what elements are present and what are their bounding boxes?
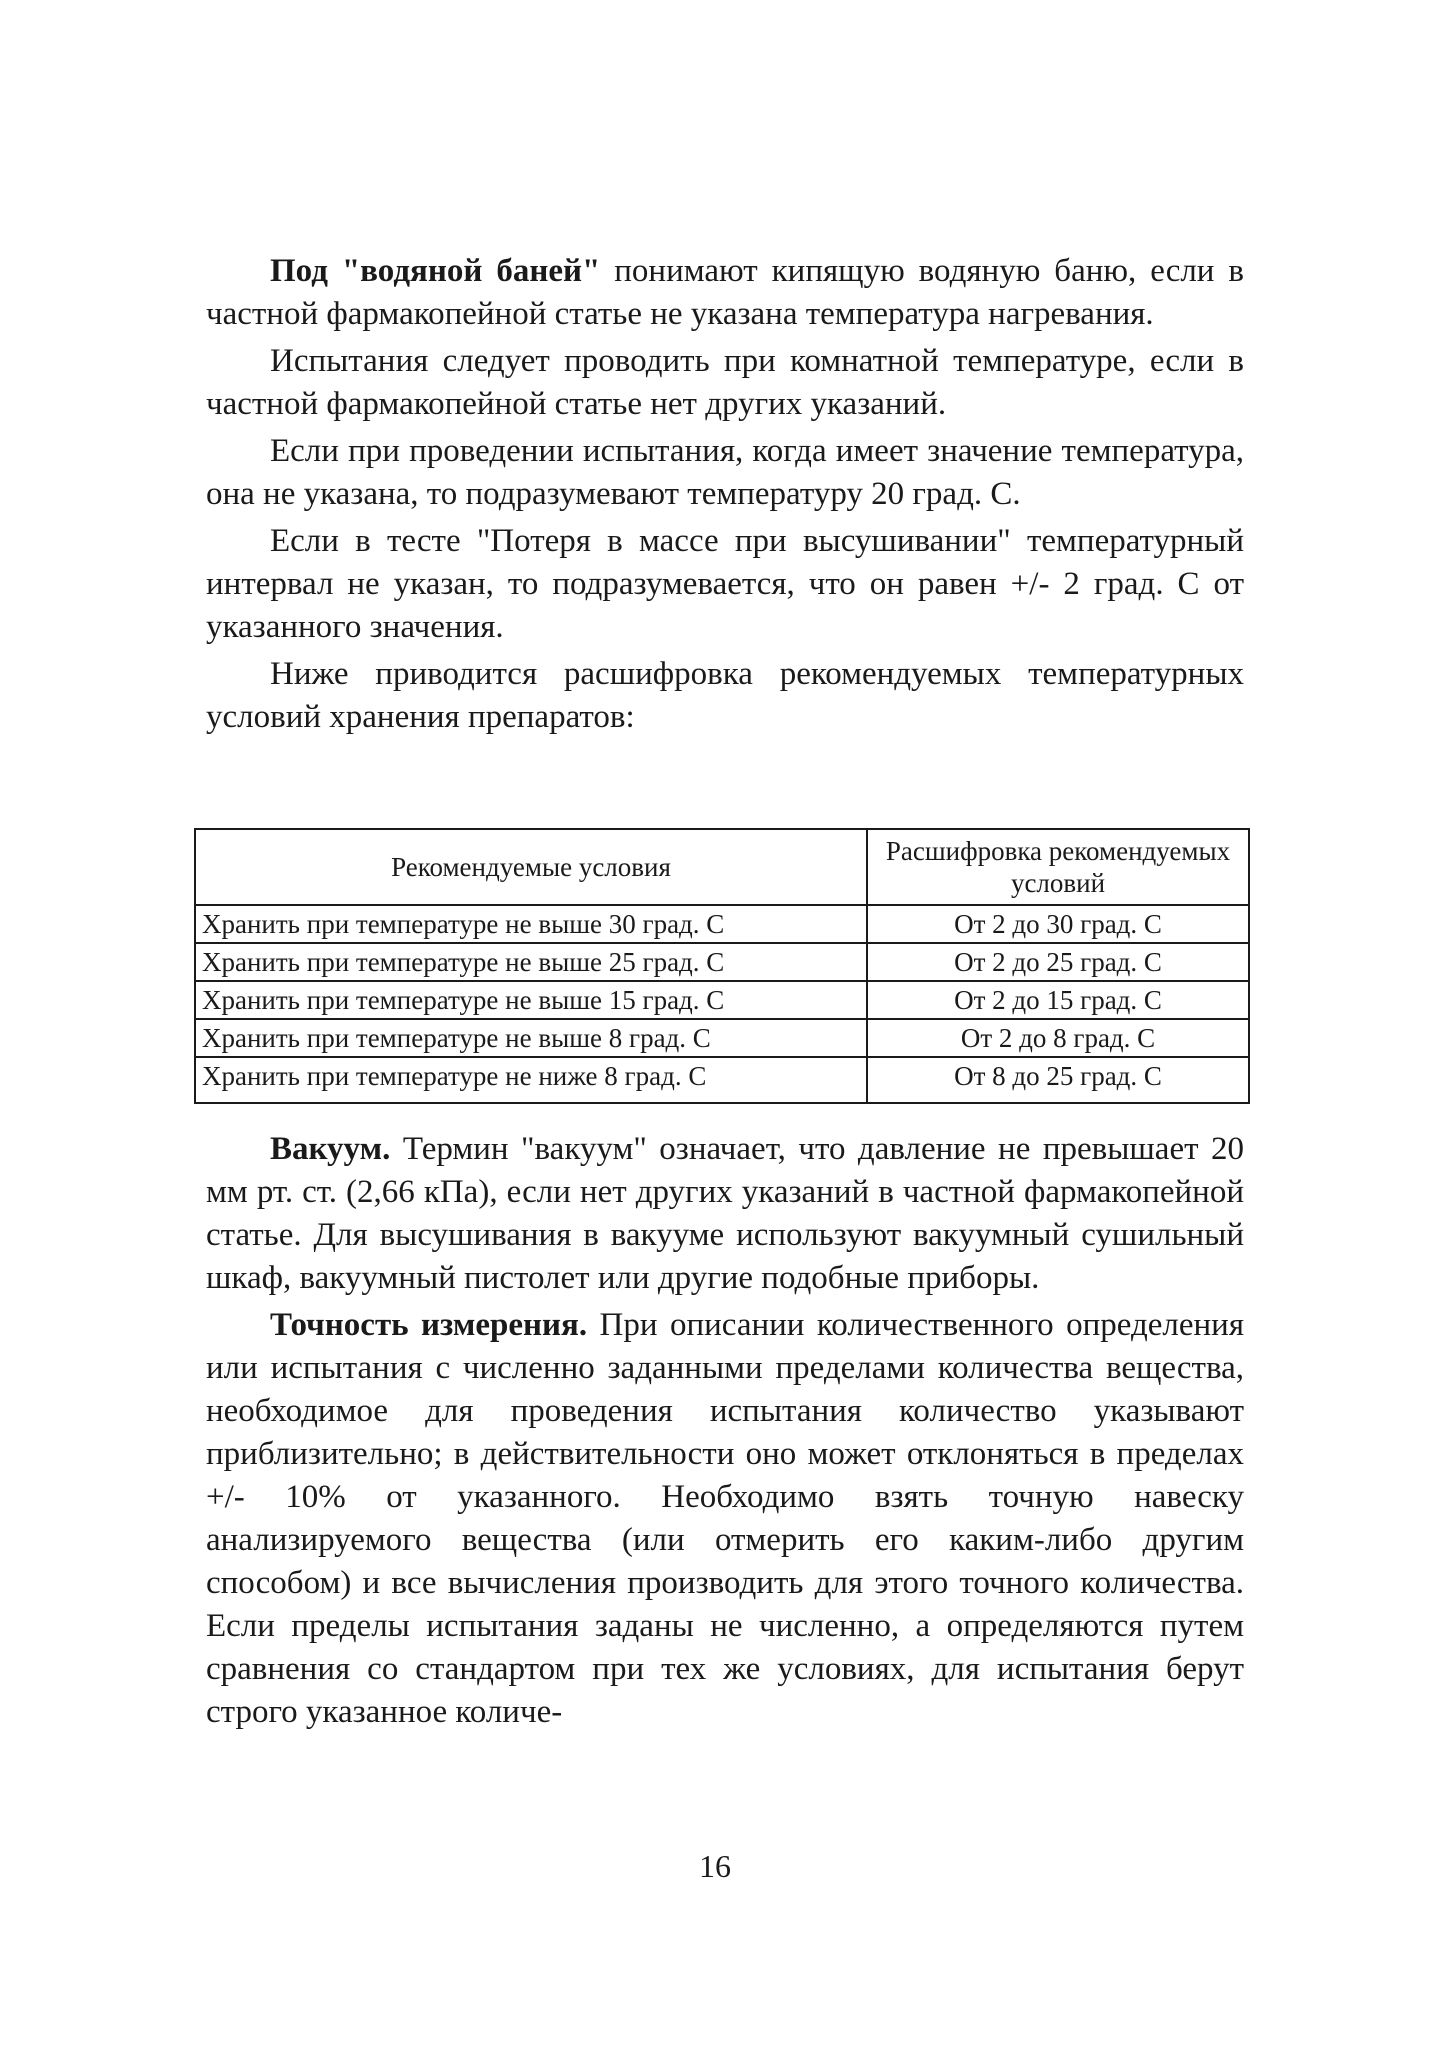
table-cell-condition: Хранить при температуре не выше 30 град. С — [195, 905, 867, 943]
term-vacuum: Вакуум. — [270, 1131, 391, 1167]
table-row — [195, 981, 1249, 1019]
table-row — [195, 905, 1249, 943]
paragraph-room-temperature — [206, 340, 1244, 426]
table-cell-range: От 2 до 15 град. С — [867, 981, 1249, 1019]
table-cell-condition: Хранить при температуре не выше 15 град. С — [195, 981, 867, 1019]
table-cell-condition: Хранить при температуре не выше 25 град. С — [195, 943, 867, 981]
paragraph-loss-on-drying — [206, 520, 1244, 649]
table-row — [195, 1019, 1249, 1057]
table-header-decoding: Расшифровка рекомендуемых условий — [867, 829, 1249, 905]
storage-conditions-table-wrap — [194, 828, 1250, 1104]
table-header-recommended: Рекомендуемые условия — [195, 829, 867, 905]
paragraph-text: Термин "вакуум" означает, что давление не превышает 20 мм рт. ст. (2,66 кПа), если нет других указаний в частной фармакопейной статье. Для высушивания в вакууме используют вакуумный сушильный шкаф, вакуумный пистолет или другие подобные приборы. — [206, 1131, 1244, 1296]
term-water-bath: Под "водяной баней" — [270, 253, 601, 289]
text-block-top — [206, 250, 1244, 743]
table-cell-range: От 2 до 8 град. С — [867, 1019, 1249, 1057]
storage-conditions-table — [194, 828, 1250, 1104]
paragraph-text: Испытания следует проводить при комнатной температуре, если в частной фармакопейной статье нет других указаний. — [206, 343, 1244, 422]
paragraph-text: Если при проведении испытания, когда имеет значение температура, она не указана, то подразумевают температуру 20 град. С. — [206, 433, 1244, 512]
paragraph-text: Ниже приводится расшифровка рекомендуемых температурных условий хранения препаратов: — [206, 656, 1244, 735]
table-cell-range: От 2 до 30 град. С — [867, 905, 1249, 943]
text-block-bottom — [206, 1128, 1244, 1738]
paragraph-text: При описании количественного определения или испытания с численно заданными пределами количества вещества, необходимое для проведения испытания количество указывают приблизительно; в действительности оно может отклоняться в пределах +/- 10% от указанного. Необходимо взять точную навеску анализируемого вещества (или отмерить его каким-либо другим способом) и все вычисления производить для этого точного количества. Если пределы испытания заданы не численно, а определяются путем сравнения со стандартом при тех же условиях, для испытания берут строго указанное количе- — [206, 1307, 1244, 1730]
paragraph-water-bath — [206, 250, 1244, 336]
paragraph-measurement-accuracy — [206, 1304, 1244, 1734]
term-measurement-accuracy: Точность измерения. — [270, 1307, 588, 1343]
table-cell-range: От 8 до 25 град. С — [867, 1057, 1249, 1103]
table-row — [195, 1057, 1249, 1103]
page-number: 16 — [699, 1848, 731, 1884]
paragraph-storage-intro — [206, 653, 1244, 739]
paragraph-text: понимают кипящую водяную баню, если в частной фармакопейной статье не указана температура нагревания. — [206, 253, 1244, 332]
table-row — [195, 943, 1249, 981]
paragraph-vacuum — [206, 1128, 1244, 1300]
table-cell-condition: Хранить при температуре не ниже 8 град. С — [195, 1057, 867, 1103]
paragraph-default-temperature — [206, 430, 1244, 516]
table-header-row — [195, 829, 1249, 905]
table-cell-range: От 2 до 25 град. С — [867, 943, 1249, 981]
paragraph-text: Если в тесте "Потеря в массе при высушивании" температурный интервал не указан, то подразумевается, что он равен +/- 2 град. С от указанного значения. — [206, 523, 1244, 645]
table-cell-condition: Хранить при температуре не выше 8 град. С — [195, 1019, 867, 1057]
